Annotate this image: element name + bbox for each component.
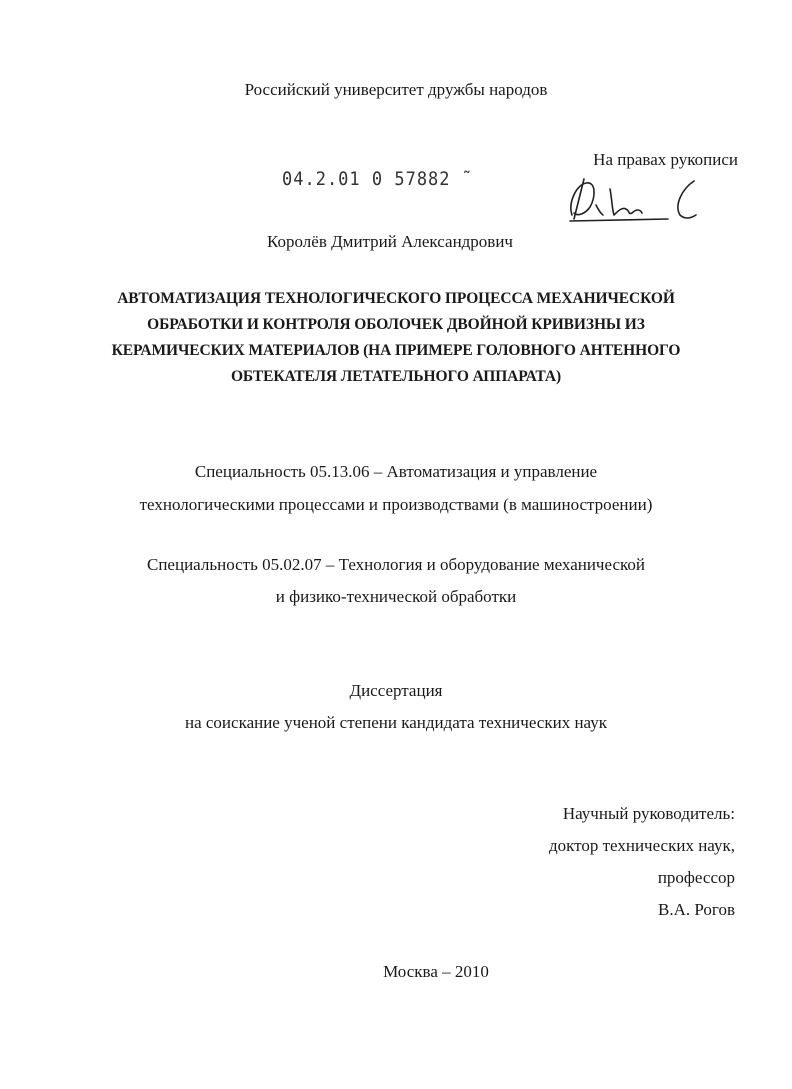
author-signature	[566, 175, 706, 225]
city-year: Москва – 2010	[383, 962, 489, 981]
university-name: Российский университет дружбы народов	[244, 80, 548, 99]
title-line: ОБТЕКАТЕЛЯ ЛЕТАТЕЛЬНОГО АППАРАТА)	[230, 368, 562, 385]
degree-sought: на соискание ученой степени кандидата технических наук	[184, 713, 607, 732]
specialty-2-line1: Специальность 05.02.07 – Технология и оборудование механической	[146, 555, 645, 574]
manuscript-rights: На правах рукописи	[593, 150, 738, 169]
title-line: АВТОМАТИЗАЦИЯ ТЕХНОЛОГИЧЕСКОГО ПРОЦЕССА МЕХАНИЧЕСКОЙ	[117, 290, 675, 307]
specialty-1-line1: Специальность 05.13.06 – Автоматизация и управление	[194, 462, 598, 481]
title-line: ОБРАБОТКИ И КОНТРОЛЯ ОБОЛОЧЕК ДВОЙНОЙ КРИВИЗНЫ ИЗ	[147, 316, 645, 333]
supervisor-label: Научный руководитель:	[562, 804, 735, 823]
title-line: КЕРАМИЧЕСКИХ МАТЕРИАЛОВ (НА ПРИМЕРЕ ГОЛОВНОГО АНТЕННОГО	[111, 342, 681, 359]
author-name: Королёв Дмитрий Александрович	[267, 232, 513, 251]
specialty-2-line2: и физико-технической обработки	[275, 587, 517, 606]
specialty-1-line2: технологическими процессами и производствами (в машиностроении)	[139, 495, 653, 514]
supervisor-rank: профессор	[657, 868, 735, 887]
dissertation-title	[0, 286, 792, 390]
supervisor-degree: доктор технических наук,	[548, 836, 735, 855]
library-inventory-stamp: 04.2.01 0 57882 ˜	[282, 168, 473, 191]
dissertation-label: Диссертация	[349, 681, 443, 700]
supervisor-name: В.А. Рогов	[658, 900, 735, 919]
